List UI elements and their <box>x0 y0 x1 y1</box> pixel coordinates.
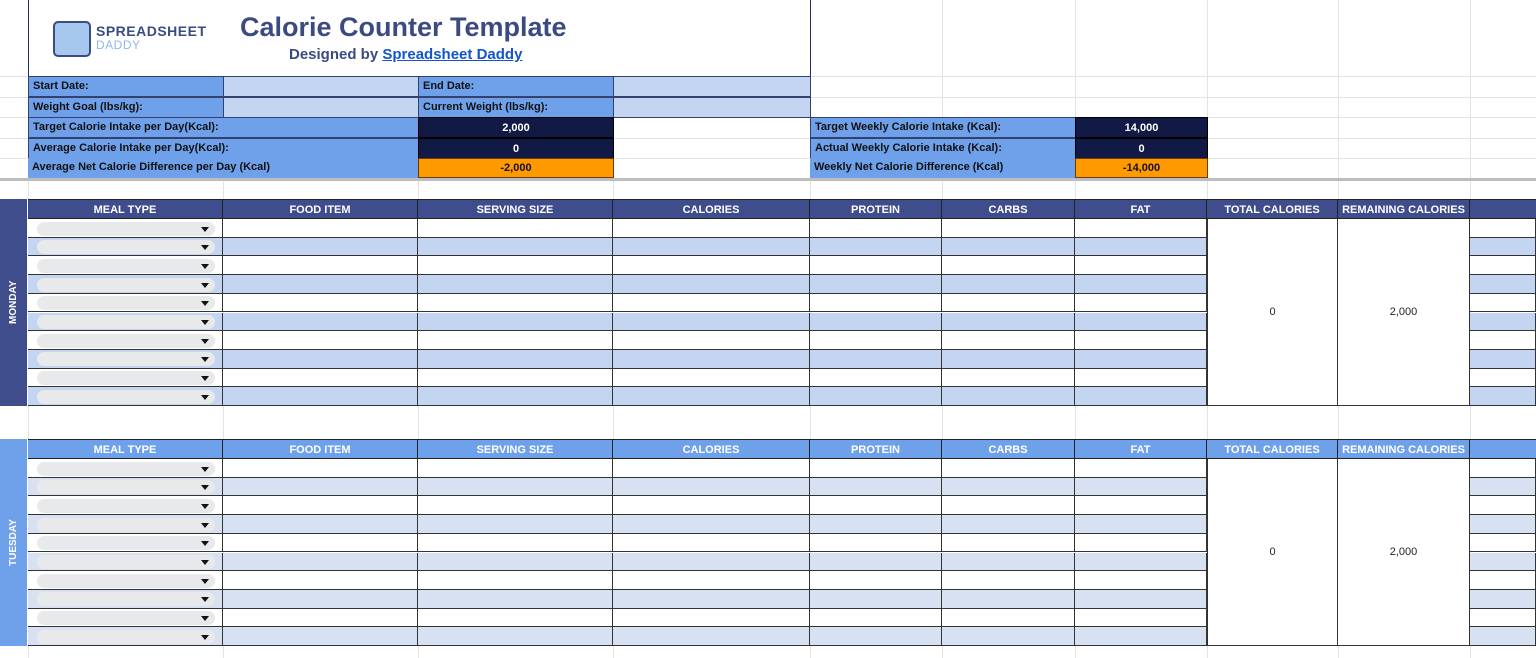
table-cell[interactable] <box>418 590 613 609</box>
table-cell[interactable] <box>418 331 613 350</box>
weight-goal-label: Weight Goal (lbs/kg): <box>28 97 224 118</box>
column-header: CARBS <box>942 199 1075 219</box>
table-cell[interactable] <box>942 553 1075 572</box>
table-cell[interactable] <box>942 350 1075 369</box>
table-cell[interactable] <box>942 331 1075 350</box>
table-cell[interactable] <box>810 534 942 553</box>
target-week-label: Target Weekly Calorie Intake (Kcal): <box>810 117 1076 138</box>
table-cell[interactable] <box>223 350 418 369</box>
table-cell[interactable] <box>613 387 810 406</box>
table-cell[interactable] <box>942 256 1075 275</box>
net-week-label: Weekly Net Calorie Difference (Kcal) <box>810 158 1076 178</box>
table-cell[interactable] <box>613 219 810 238</box>
table-cell[interactable] <box>810 553 942 572</box>
table-cell[interactable] <box>613 238 810 257</box>
meal-type-dropdown[interactable] <box>37 574 215 588</box>
table-cell[interactable] <box>942 478 1075 497</box>
table-cell[interactable] <box>418 313 613 332</box>
table-cell[interactable] <box>223 387 418 406</box>
actual-week-label: Actual Weekly Calorie Intake (Kcal): <box>810 138 1076 159</box>
table-cell[interactable] <box>1470 459 1536 478</box>
table-cell[interactable] <box>1075 369 1207 388</box>
table-cell[interactable] <box>223 275 418 294</box>
table-cell[interactable] <box>223 331 418 350</box>
column-header: CARBS <box>942 439 1075 459</box>
column-header: SERVING SIZE <box>418 439 613 459</box>
table-cell[interactable] <box>613 515 810 534</box>
table-cell[interactable] <box>613 294 810 313</box>
table-cell[interactable] <box>1075 313 1207 332</box>
table-cell[interactable] <box>613 553 810 572</box>
net-day-label: Average Net Calorie Difference per Day (Kcal) <box>28 158 419 178</box>
table-cell[interactable] <box>810 256 942 275</box>
table-cell[interactable] <box>223 238 418 257</box>
meal-type-dropdown[interactable] <box>37 352 215 366</box>
table-cell[interactable] <box>942 515 1075 534</box>
table-cell[interactable] <box>1470 331 1536 350</box>
table-cell[interactable] <box>613 369 810 388</box>
table-cell[interactable] <box>613 496 810 515</box>
table-cell[interactable] <box>1075 609 1207 628</box>
table-cell[interactable] <box>613 459 810 478</box>
table-cell[interactable] <box>223 496 418 515</box>
weight-goal-input[interactable] <box>223 97 419 118</box>
table-cell[interactable] <box>810 515 942 534</box>
designed-by-label: Designed by <box>289 46 379 63</box>
table-cell[interactable] <box>418 219 613 238</box>
table-cell[interactable] <box>810 275 942 294</box>
table-cell[interactable] <box>613 627 810 646</box>
table-cell[interactable] <box>1470 313 1536 332</box>
table-cell[interactable] <box>1470 256 1536 275</box>
column-header: PROTEIN <box>810 199 942 219</box>
meal-type-dropdown[interactable] <box>37 518 215 532</box>
table-cell[interactable] <box>1470 627 1536 646</box>
table-cell[interactable] <box>418 387 613 406</box>
meal-type-dropdown[interactable] <box>37 480 215 494</box>
table-cell[interactable] <box>613 313 810 332</box>
column-header: SERVING SIZE <box>418 199 613 219</box>
brand-link[interactable]: Spreadsheet Daddy <box>382 46 523 63</box>
table-cell[interactable] <box>810 387 942 406</box>
logo-icon <box>53 21 91 57</box>
table-cell[interactable] <box>1470 609 1536 628</box>
table-cell[interactable] <box>1075 350 1207 369</box>
table-cell[interactable] <box>810 313 942 332</box>
table-cell[interactable] <box>1075 627 1207 646</box>
table-cell[interactable] <box>810 609 942 628</box>
table-cell[interactable] <box>1075 238 1207 257</box>
table-cell[interactable] <box>223 219 418 238</box>
table-cell[interactable] <box>1470 496 1536 515</box>
column-header: FOOD ITEM <box>223 439 418 459</box>
table-cell[interactable] <box>1075 256 1207 275</box>
table-cell[interactable] <box>810 478 942 497</box>
meal-type-dropdown[interactable] <box>37 499 215 513</box>
table-cell[interactable] <box>613 275 810 294</box>
table-cell[interactable] <box>223 369 418 388</box>
table-cell[interactable] <box>942 238 1075 257</box>
table-cell[interactable] <box>613 609 810 628</box>
table-cell[interactable] <box>810 294 942 313</box>
table-cell[interactable] <box>223 515 418 534</box>
page-title: Calorie Counter Template <box>240 12 567 42</box>
meal-type-dropdown[interactable] <box>37 555 215 569</box>
table-cell[interactable] <box>223 571 418 590</box>
table-cell[interactable] <box>1470 534 1536 553</box>
table-cell[interactable] <box>942 219 1075 238</box>
table-cell[interactable] <box>418 238 613 257</box>
column-header: MEAL TYPE <box>28 199 223 219</box>
table-cell[interactable] <box>223 256 418 275</box>
table-cell[interactable] <box>1075 590 1207 609</box>
table-cell[interactable] <box>223 478 418 497</box>
table-cell[interactable] <box>1075 387 1207 406</box>
table-cell[interactable] <box>613 256 810 275</box>
table-cell[interactable] <box>942 571 1075 590</box>
table-cell[interactable] <box>613 331 810 350</box>
table-cell[interactable] <box>418 515 613 534</box>
table-cell[interactable] <box>1470 369 1536 388</box>
avg-day-label: Average Calorie Intake per Day(Kcal): <box>28 138 419 159</box>
table-cell[interactable] <box>1470 275 1536 294</box>
table-cell[interactable] <box>810 369 942 388</box>
table-cell[interactable] <box>942 275 1075 294</box>
table-cell[interactable] <box>418 534 613 553</box>
table-cell[interactable] <box>810 238 942 257</box>
meal-type-dropdown[interactable] <box>37 334 215 348</box>
table-cell[interactable] <box>810 571 942 590</box>
column-header: REMAINING CALORIES <box>1338 199 1470 219</box>
table-cell[interactable] <box>418 553 613 572</box>
column-header: TOTAL CALORIES <box>1207 199 1338 219</box>
day-label-tuesday: TUESDAY <box>0 439 27 646</box>
meal-type-dropdown[interactable] <box>37 536 215 550</box>
table-cell[interactable] <box>418 459 613 478</box>
table-cell[interactable] <box>1075 515 1207 534</box>
table-cell[interactable] <box>942 387 1075 406</box>
table-cell[interactable] <box>810 627 942 646</box>
table-cell[interactable] <box>1075 496 1207 515</box>
table-cell[interactable] <box>942 369 1075 388</box>
logo-subtext: DADDY <box>96 38 141 52</box>
column-header: CALORIES <box>613 439 810 459</box>
subtitle <box>289 46 522 63</box>
table-cell[interactable] <box>223 553 418 572</box>
table-cell[interactable] <box>418 350 613 369</box>
meal-type-dropdown[interactable] <box>37 278 215 292</box>
net-week-value: -14,000 <box>1075 158 1208 178</box>
table-cell[interactable] <box>418 478 613 497</box>
table-cell[interactable] <box>810 459 942 478</box>
table-cell[interactable] <box>1075 219 1207 238</box>
meal-type-dropdown[interactable] <box>37 371 215 385</box>
table-cell[interactable] <box>613 534 810 553</box>
current-weight-input[interactable] <box>613 97 811 118</box>
table-cell[interactable] <box>418 571 613 590</box>
table-cell[interactable] <box>1470 350 1536 369</box>
meal-type-dropdown[interactable] <box>37 390 215 404</box>
column-header: FAT <box>1075 439 1207 459</box>
table-cell[interactable] <box>418 275 613 294</box>
table-cell[interactable] <box>1470 387 1536 406</box>
table-cell[interactable] <box>1075 571 1207 590</box>
table-cell[interactable] <box>1470 238 1536 257</box>
table-cell[interactable] <box>613 350 810 369</box>
column-header: PROTEIN <box>810 439 942 459</box>
target-day-value[interactable]: 2,000 <box>418 117 614 138</box>
table-cell[interactable] <box>1075 553 1207 572</box>
start-date-input[interactable] <box>223 76 419 97</box>
table-cell[interactable] <box>418 369 613 388</box>
table-cell[interactable] <box>942 534 1075 553</box>
table-cell[interactable] <box>223 534 418 553</box>
table-cell[interactable] <box>1075 478 1207 497</box>
net-day-value: -2,000 <box>418 158 614 178</box>
table-cell[interactable] <box>1075 294 1207 313</box>
table-cell[interactable] <box>1470 219 1536 238</box>
table-cell[interactable] <box>223 459 418 478</box>
column-header: REMAINING CALORIES <box>1338 439 1470 459</box>
column-header: CALORIES <box>613 199 810 219</box>
avg-day-value: 0 <box>418 138 614 159</box>
meal-type-dropdown[interactable] <box>37 611 215 625</box>
table-cell[interactable] <box>418 609 613 628</box>
table-cell[interactable] <box>942 313 1075 332</box>
table-cell[interactable] <box>1075 275 1207 294</box>
table-cell[interactable] <box>810 496 942 515</box>
table-cell[interactable] <box>810 350 942 369</box>
table-cell[interactable] <box>1075 534 1207 553</box>
target-day-label: Target Calorie Intake per Day(Kcal): <box>28 117 419 138</box>
table-cell[interactable] <box>223 590 418 609</box>
table-cell[interactable] <box>1075 331 1207 350</box>
target-week-value: 14,000 <box>1075 117 1208 138</box>
table-cell[interactable] <box>1470 478 1536 497</box>
column-header: TOTAL CALORIES <box>1207 439 1338 459</box>
table-cell[interactable] <box>223 294 418 313</box>
actual-week-value: 0 <box>1075 138 1208 159</box>
table-cell[interactable] <box>613 478 810 497</box>
table-cell[interactable] <box>613 590 810 609</box>
column-header: MEAL TYPE <box>28 439 223 459</box>
table-cell[interactable] <box>942 459 1075 478</box>
column-header: FAT <box>1075 199 1207 219</box>
table-cell[interactable] <box>223 609 418 628</box>
table-cell[interactable] <box>1470 590 1536 609</box>
start-date-label: Start Date: <box>28 76 224 97</box>
table-cell[interactable] <box>613 571 810 590</box>
table-cell[interactable] <box>1470 553 1536 572</box>
meal-type-dropdown[interactable] <box>37 222 215 236</box>
table-cell[interactable] <box>810 219 942 238</box>
table-cell[interactable] <box>223 313 418 332</box>
table-cell[interactable] <box>942 590 1075 609</box>
table-cell[interactable] <box>418 496 613 515</box>
table-cell[interactable] <box>942 496 1075 515</box>
table-cell[interactable] <box>1470 515 1536 534</box>
table-cell[interactable] <box>1470 294 1536 313</box>
table-cell[interactable] <box>942 294 1075 313</box>
table-cell[interactable] <box>418 294 613 313</box>
logo-text: SPREADSHEET <box>96 23 207 39</box>
column-header: FOOD ITEM <box>223 199 418 219</box>
meal-type-dropdown[interactable] <box>37 630 215 644</box>
total-calories-value: 0 <box>1207 219 1338 406</box>
end-date-input[interactable] <box>613 76 811 97</box>
frozen-divider[interactable] <box>0 178 1536 181</box>
remaining-calories-value: 2,000 <box>1338 219 1470 406</box>
meal-type-dropdown[interactable] <box>37 296 215 310</box>
table-cell[interactable] <box>223 627 418 646</box>
current-weight-label: Current Weight (lbs/kg): <box>418 97 614 118</box>
end-date-label: End Date: <box>418 76 614 97</box>
meal-type-dropdown[interactable] <box>37 462 215 476</box>
day-label-monday: MONDAY <box>0 199 27 406</box>
table-cell[interactable] <box>942 609 1075 628</box>
table-cell[interactable] <box>418 256 613 275</box>
table-cell[interactable] <box>942 627 1075 646</box>
table-cell[interactable] <box>810 331 942 350</box>
meal-type-dropdown[interactable] <box>37 259 215 273</box>
meal-type-dropdown[interactable] <box>37 240 215 254</box>
table-cell[interactable] <box>1075 459 1207 478</box>
table-cell[interactable] <box>418 627 613 646</box>
remaining-calories-value: 2,000 <box>1338 459 1470 646</box>
meal-type-dropdown[interactable] <box>37 315 215 329</box>
total-calories-value: 0 <box>1207 459 1338 646</box>
meal-type-dropdown[interactable] <box>37 592 215 606</box>
table-cell[interactable] <box>1470 571 1536 590</box>
table-cell[interactable] <box>810 590 942 609</box>
